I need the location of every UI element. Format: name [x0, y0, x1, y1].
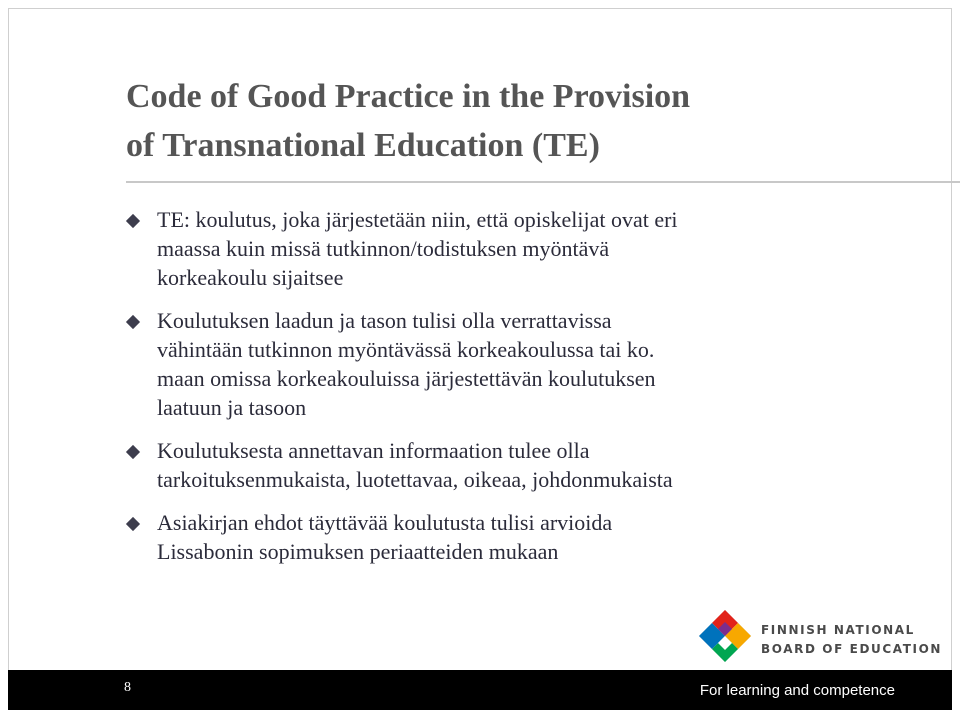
- bullet-text-line: korkeakoulu sijaitsee: [157, 265, 344, 290]
- bullet-text-line: maan omissa korkeakouluissa järjestettävän koulutuksen: [157, 366, 656, 391]
- board-of-education-logo: [695, 606, 943, 670]
- bullet-item: [126, 306, 916, 422]
- title-line: of Transnational Education (TE): [126, 127, 600, 164]
- bullet-text-line: Koulutuksesta annettavan informaation tulee olla: [157, 438, 590, 463]
- logo-wordmark: [761, 621, 942, 659]
- bullet-text-line: Asiakirjan ehdot täyttävää koulutusta tulisi arvioida: [157, 510, 613, 535]
- bullet-item: [126, 205, 916, 292]
- diamond-bullet-icon: [126, 315, 140, 329]
- slide-title: [126, 72, 926, 170]
- diamond-bullet-icon: [126, 214, 140, 228]
- bullet-text-line: Koulutuksen laadun ja tason tulisi olla verrattavissa: [157, 308, 612, 333]
- bullet-text-line: Lissabonin sopimuksen periaatteiden mukaan: [157, 539, 559, 564]
- diamond-bullet-icon: [126, 445, 140, 459]
- bullet-item: [126, 508, 916, 566]
- title-divider: [126, 181, 960, 183]
- bullet-list: [126, 205, 916, 580]
- footer-bar: [8, 670, 952, 710]
- logo-text-line: BOARD OF EDUCATION: [761, 642, 943, 656]
- bullet-text-line: laatuun ja tasoon: [157, 395, 307, 420]
- diamond-bullet-icon: [126, 517, 140, 531]
- footer-tagline: For learning and competence: [699, 682, 895, 699]
- bullet-text-line: TE: koulutus, joka järjestetään niin, että opiskelijat ovat eri: [157, 207, 678, 232]
- diamond-logo-icon: [695, 606, 755, 666]
- title-line: Code of Good Practice in the Provision: [126, 78, 691, 115]
- bullet-text-line: maassa kuin missä tutkinnon/todistuksen myöntävä: [157, 236, 610, 261]
- bullet-item: [126, 436, 916, 494]
- bullet-text-line: tarkoituksenmukaista, luotettavaa, oikeaa, johdonmukaista: [157, 467, 673, 492]
- logo-text-line: FINNISH NATIONAL: [761, 623, 915, 637]
- page-number: 8: [124, 680, 131, 695]
- bullet-text-line: vähintään tutkinnon myöntävässä korkeakoulussa tai ko.: [157, 337, 655, 362]
